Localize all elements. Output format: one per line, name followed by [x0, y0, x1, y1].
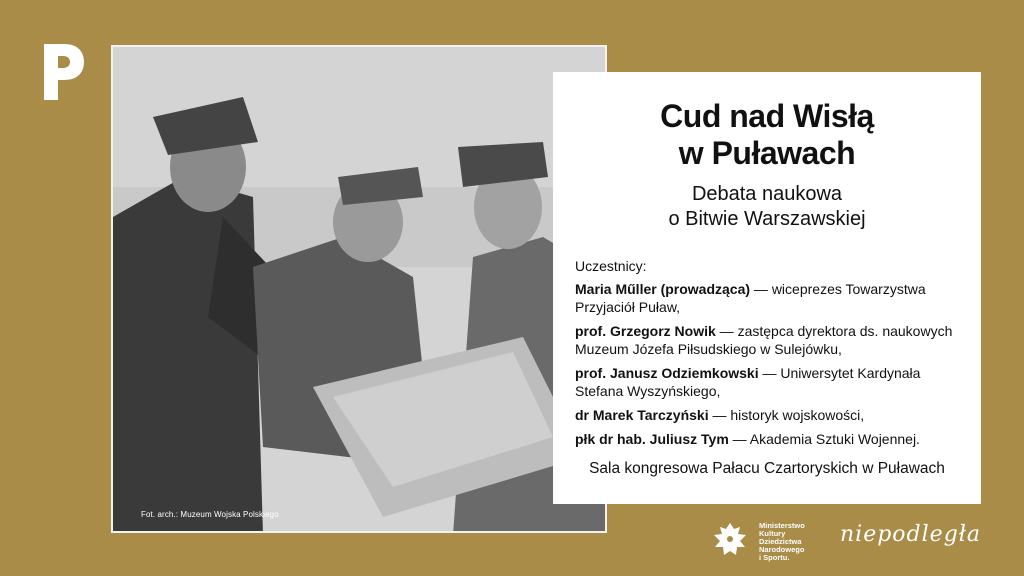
- p-logo-icon: [42, 42, 86, 102]
- historical-photo: [111, 45, 607, 533]
- participant-name: dr Marek Tarczyński: [575, 407, 709, 423]
- participant-item: [575, 430, 959, 448]
- participant-role: — Uniwersytet Kardynała Stefana Wyszyńskiego,: [575, 365, 921, 399]
- participants-label: Uczestnicy:: [575, 258, 647, 274]
- participant-item: [575, 364, 959, 400]
- participant-name: prof. Janusz Odziemkowski: [575, 365, 759, 381]
- participant-item: [575, 280, 959, 316]
- participant-name: płk dr hab. Juliusz Tym: [575, 431, 729, 447]
- ministry-line-5: i Sportu.: [759, 553, 790, 562]
- participant-role: — Akademia Sztuki Wojennej.: [728, 431, 920, 447]
- niepodlegla-signature: niepodległa: [840, 522, 982, 547]
- participant-name: prof. Grzegorz Nowik: [575, 323, 716, 339]
- ministry-line-1: Ministerstwo: [759, 521, 805, 530]
- ministry-line-2: Kultury: [759, 529, 786, 538]
- page-title: [575, 98, 959, 172]
- participant-item: [575, 406, 959, 424]
- title-line-1: Cud nad Wisłą: [660, 98, 874, 134]
- participant-role: — historyk wojskowości,: [708, 407, 865, 423]
- ministry-line-3: Dziedzictwa: [759, 537, 802, 546]
- ministry-name: [759, 522, 821, 562]
- subtitle-line-1: Debata naukowa: [691, 183, 843, 205]
- ministry-line-4: Narodowego: [759, 545, 805, 554]
- participant-item: [575, 322, 959, 358]
- polish-eagle-icon: [707, 519, 753, 565]
- venue: Sala kongresowa Pałacu Czartoryskich w Puławach: [589, 460, 945, 477]
- photo-credit: Fot. arch.: Muzeum Wojska Polskiego: [141, 510, 279, 519]
- title-line-2: w Puławach: [678, 135, 856, 171]
- subtitle: [575, 182, 959, 232]
- participant-role: — zastępca dyrektora ds. naukowych Muzeum Józefa Piłsudskiego w Sulejówku,: [575, 323, 953, 357]
- participant-name: Maria Műller (prowadząca): [575, 281, 751, 297]
- soldiers-illustration: [113, 47, 607, 533]
- info-card: [553, 72, 981, 504]
- participants-list: [575, 280, 959, 448]
- subtitle-line-2: o Bitwie Warszawskiej: [668, 208, 866, 230]
- ministry-logo: [707, 519, 821, 565]
- participant-role: — wiceprezes Towarzystwa Przyjaciół Puław,: [575, 281, 926, 315]
